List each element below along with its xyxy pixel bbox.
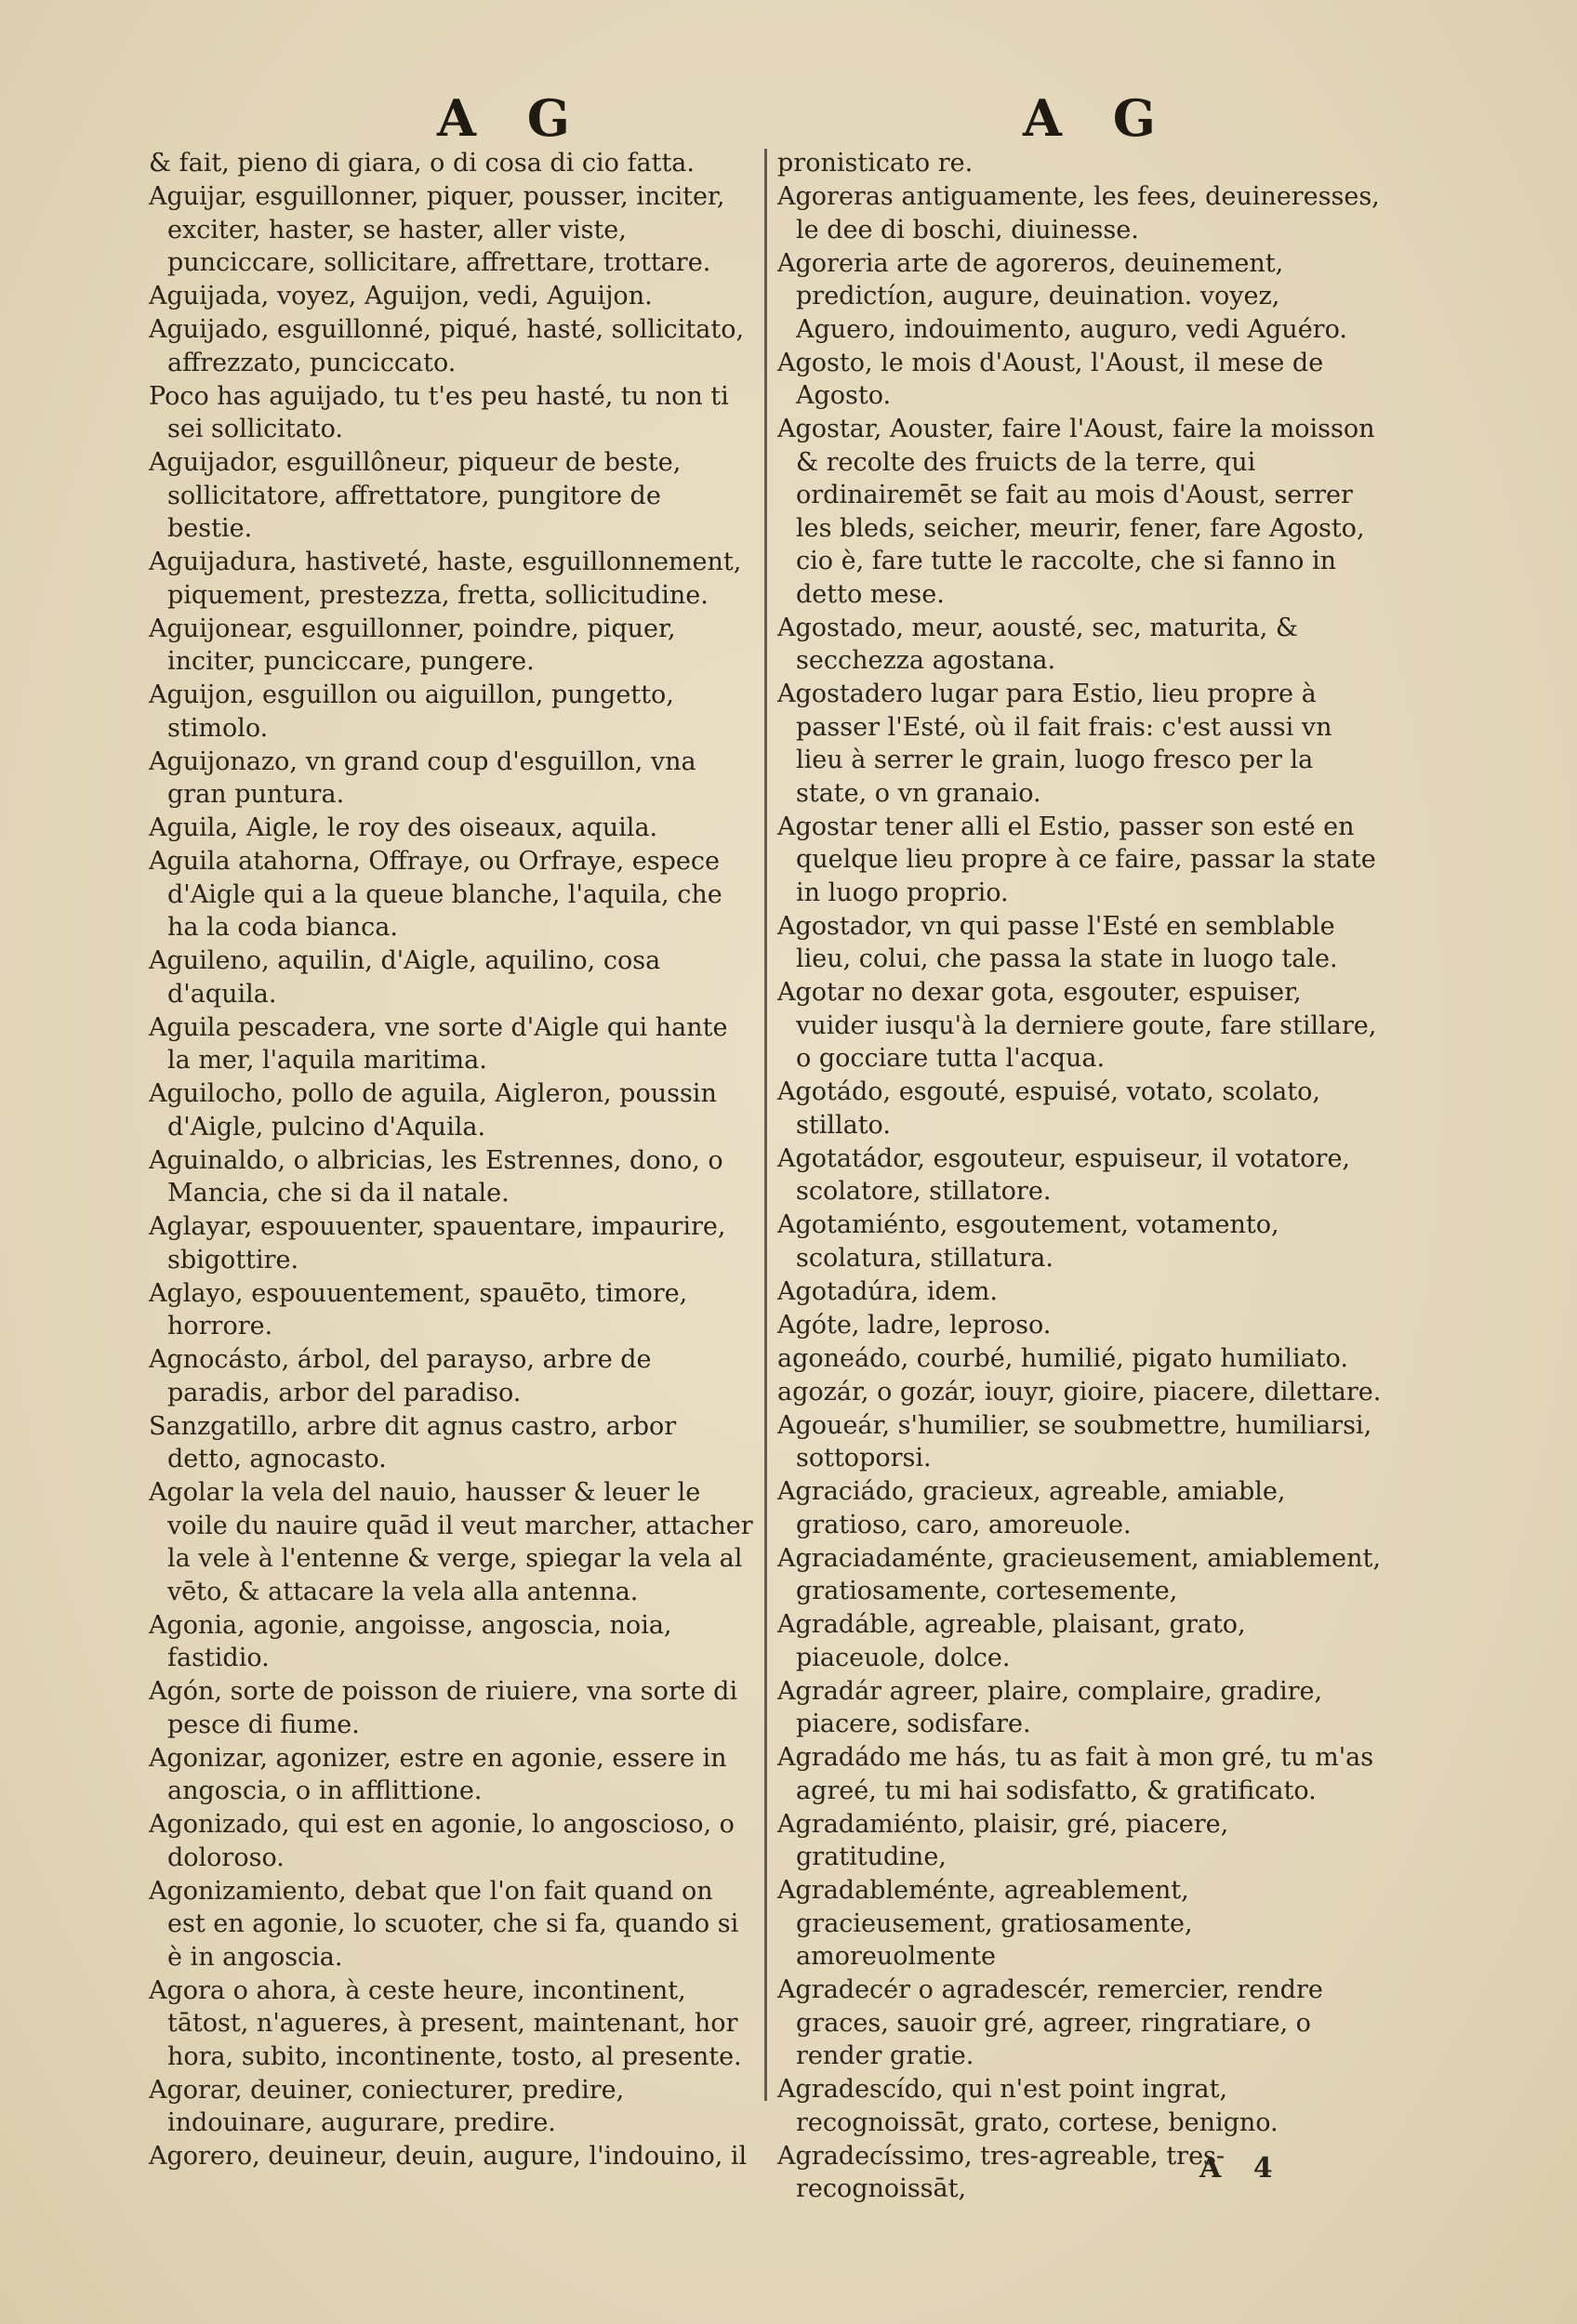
dictionary-entry: Agorar, deuiner, coniecturer, predire, indouinare, augurare, predire. — [149, 2075, 625, 2137]
dictionary-entry: Agraciádo, gracieux, agreable, amiable, gratioso, caro, amoreuole. — [777, 1477, 1286, 1539]
dictionary-entry: Aguinaldo, o albricias, les Estrennes, dono, o Mancia, che si da il natale. — [149, 1145, 723, 1208]
dictionary-entry: Agradár agreer, plaire, complaire, gradire, piacere, sodisfare. — [777, 1676, 1323, 1738]
dictionary-entry: Sanzgatillo, arbre dit agnus castro, arbor detto, agnocasto. — [149, 1411, 677, 1473]
dictionary-entry: Agostadero lugar para Estio, lieu propre à passer l'Esté, où il fait frais: c'est aussi vn lieu à serrer le grain, luogo fresco per la state, o vn granaio. — [777, 680, 1332, 808]
dictionary-entry: Agóte, ladre, leproso. — [777, 1310, 1052, 1340]
dictionary-entry: Agón, sorte de poisson de riuiere, vna sorte di pesce di fiume. — [149, 1677, 738, 1739]
dictionary-entry: Aguijon, esguillon ou aiguillon, pungetto, stimolo. — [149, 680, 674, 743]
dictionary-entry: Aguila pescadera, vne sorte d'Aigle qui hante la mer, l'aquila maritima. — [149, 1012, 728, 1075]
right-column — [777, 147, 1382, 2206]
column-divider — [764, 149, 767, 2101]
dictionary-entry: Poco has aguijado, tu t'es peu hasté, tu non ti sei sollicitato. — [149, 381, 729, 443]
dictionary-entry: Agonia, agonie, angoisse, angoscia, noia, fastidio. — [149, 1610, 672, 1672]
left-running-header: A G — [437, 88, 587, 148]
dictionary-entry: Agolar la vela del nauio, hausser & leuer le voile du nauire quād il veut marcher, attacher la vele à l'entenne & verge, spiegar la vela al vēto, & attacare la vela alla antenna. — [149, 1478, 753, 1606]
dictionary-entry: Aguijador, esguillôneur, piqueur de beste, sollicitatore, affrettatore, pungitore de bestie. — [149, 448, 682, 543]
dictionary-entry: Aguijado, esguillonné, piqué, hasté, sollicitato, affrezzato, punciccato. — [149, 315, 745, 377]
dictionary-entry: Agostar, Aouster, faire l'Aoust, faire la moisson & recolte des fruicts de la terre, qui ordinairemēt se fait au mois d'Aoust, serrer les bleds, seicher, meurir, fener, fare Agosto, cio è, fare tutte le raccolte, che si fanno in detto mese. — [777, 415, 1375, 609]
dictionary-entry: Agotadúra, idem. — [777, 1276, 998, 1306]
left-column — [149, 147, 753, 2173]
dictionary-entry: agozár, o gozár, iouyr, gioire, piacere, dilettare. — [777, 1377, 1382, 1406]
dictionary-entry: Agostador, vn qui passe l'Esté en semblable lieu, colui, che passa la state in luogo tale. — [777, 911, 1338, 973]
dictionary-entry: Agora o ahora, à ceste heure, incontinent, tātost, n'agueres, à present, maintenant, hor hora, subito, incontinente, tosto, al presente. — [149, 1975, 742, 2071]
dictionary-entry: Agraciadaménte, gracieusement, amiablement, gratiosamente, cortesemente, — [777, 1543, 1381, 1605]
dictionary-entry: pronisticato re. — [777, 149, 974, 178]
right-running-header: A G — [1023, 88, 1173, 148]
dictionary-entry: agoneádo, courbé, humilié, pigato humiliato. — [777, 1343, 1348, 1373]
dictionary-entry: Aguileno, aquilin, d'Aigle, aquilino, cosa d'aquila. — [149, 946, 661, 1009]
dictionary-entry: Agostado, meur, aousté, sec, maturita, & secchezza agostana. — [777, 613, 1298, 675]
dictionary-entry: Aguilocho, pollo de aguila, Aigleron, poussin d'Aigle, pulcino d'Aquila. — [149, 1079, 717, 1142]
dictionary-entry: & fait, pieno di giara, o di cosa di cio fatta. — [149, 149, 695, 178]
signature-mark: A 4 — [1199, 2152, 1284, 2185]
dictionary-entry: Aglayo, espouuentement, spauēto, timore, horrore. — [149, 1278, 688, 1340]
dictionary-entry: Agotamiénto, esgoutement, votamento, scolatura, stillatura. — [777, 1210, 1279, 1273]
dictionary-entry: Agoueár, s'humilier, se soubmettre, humiliarsi, sottoporsi. — [777, 1410, 1372, 1472]
dictionary-entry: Agotádo, esgouté, espuisé, votato, scolato, stillato. — [777, 1077, 1320, 1140]
dictionary-entry: Agoreria arte de agoreros, deuinement, predictíon, augure, deuination. voyez, Aguero, indouimento, auguro, vedi Aguéro. — [777, 248, 1347, 344]
dictionary-entry: Aglayar, espouuenter, spauentare, impaurire, sbigottire. — [149, 1212, 726, 1274]
dictionary-entry: Agradecíssimo, tres-agreable, tres-recognoissāt, — [777, 2141, 1226, 2203]
dictionary-entry: Agradableménte, agreablement, gracieusement, gratiosamente, amoreuolmente — [777, 1876, 1193, 1971]
dictionary-entry: Aguijadura, hastiveté, haste, esguillonnement, piquement, prestezza, fretta, sollicitudine. — [149, 548, 742, 610]
dictionary-entry: Agradádo me hás, tu as fait à mon gré, tu m'as agreé, tu mi hai sodisfatto, & gratificato. — [777, 1743, 1374, 1805]
dictionary-entry: Agradescído, qui n'est point ingrat, recognoissāt, grato, cortese, benigno. — [777, 2075, 1279, 2137]
dictionary-entry: Agosto, le mois d'Aoust, l'Aoust, il mese de Agosto. — [777, 348, 1324, 410]
dictionary-entry: Aguijada, voyez, Aguijon, vedi, Aguijon. — [149, 282, 653, 310]
dictionary-entry: Aguila, Aigle, le roy des oiseaux, aquila. — [149, 813, 658, 842]
dictionary-entry: Agonizar, agonizer, estre en agonie, essere in angoscia, o in afflittione. — [149, 1743, 727, 1805]
dictionary-entry: Agradamiénto, plaisir, gré, piacere, gratitudine, — [777, 1809, 1229, 1871]
dictionary-entry: Agnocásto, árbol, del parayso, arbre de paradis, arbor del paradiso. — [149, 1345, 652, 1407]
dictionary-entry: Aguijar, esguillonner, piquer, pousser, inciter, exciter, haster, se haster, aller viste, punciccare, sollicitare, affrettare, trottare. — [149, 182, 725, 277]
dictionary-entry: Agradecér o agradescér, remercier, rendre graces, sauoir gré, agreer, ringratiare, o render gratie. — [777, 1975, 1323, 2070]
dictionary-entry: Agoreras antiguamente, les fees, deuineresses, le dee di boschi, diuinesse. — [777, 182, 1380, 244]
dictionary-entry: Agradáble, agreable, plaisant, grato, piaceuole, dolce. — [777, 1610, 1246, 1672]
dictionary-entry: Agonizado, qui est en agonie, lo angosciosо, o doloroso. — [149, 1810, 735, 1872]
dictionary-entry: Agonizamiento, debat que l'on fait quand on est en agonie, lo scuoter, che si fa, quando si è in angoscia. — [149, 1876, 739, 1972]
dictionary-entry: Aguijonear, esguillonner, poindre, piquer, inciter, punciccare, pungere. — [149, 614, 676, 676]
dictionary-entry: Agotar no dexar gota, esgouter, espuiser, vuider iusqu'à la derniere goute, fare stillare, o gocciare tutta l'acqua. — [777, 978, 1377, 1073]
dictionary-entry: Aguila atahorna, Offraye, ou Orfraye, espece d'Aigle qui a la queue blanche, l'aquila, che ha la coda bianca. — [149, 847, 722, 942]
dictionary-entry: Agotatádor, esgouteur, espuiseur, il votatore, scolatore, stillatore. — [777, 1143, 1351, 1206]
dictionary-entry: Agostar tener alli el Estio, passer son esté en quelque lieu propre à ce faire, passar la state in luogo proprio. — [777, 812, 1376, 907]
dictionary-entry: Aguijonazo, vn grand coup d'esguillon, vna gran puntura. — [149, 746, 696, 809]
dictionary-entry: Agorero, deuineur, deuin, augure, l'indouino, il — [149, 2142, 748, 2171]
